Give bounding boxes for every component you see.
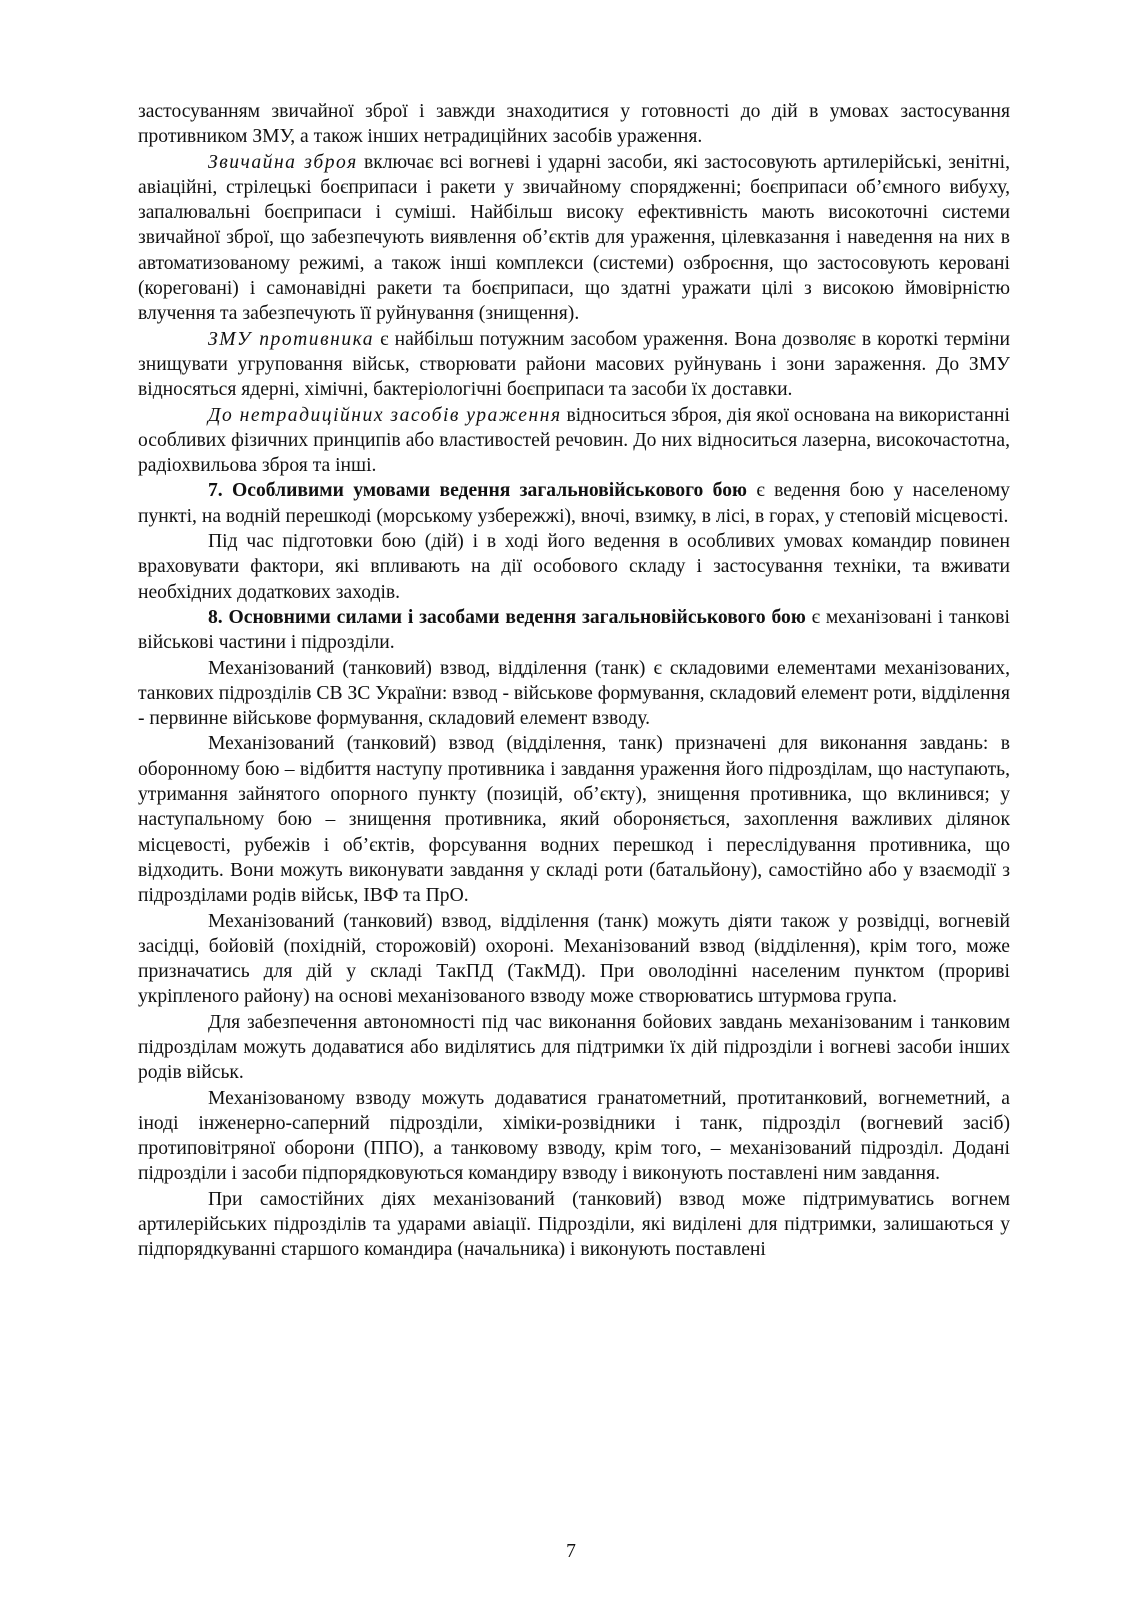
paragraph-text: Під час підготовки бою (дій) і в ході його ведення в особливих умовах командир повинен враховувати фактори, які впливають на дії особового складу і застосування техніки, та вживати необхідних додаткових заходів. — [138, 531, 1010, 603]
paragraph-text: є механізовані і танкові військові частини і підрозділи. — [138, 606, 1010, 654]
paragraph-text: є ведення бою у населеному пункті, на водній перешкоді (морському узбережжі), вночі, взимку, в лісі, в горах, у степовій місцевості. — [138, 480, 1010, 527]
paragraph-text: включає всі вогневі і ударні засоби, які застосовують артилерійські, зенітні, авіаційні, стрілецькі боєприпаси і ракети у звичайному спорядженні; боєприпаси об’ємного вибуху, запалювальні боєприпаси і суміші. Найбільш високу ефективність мають високоточні системи звичайної зброї, що забезпечують виявлення об’єктів для ураження, цілевказання і наведення на них в автоматизованому режимі, а також інші комплекси (системи) озброєння, що застосовують керовані (кореговані) і самонавідні ракети та боєприпаси, що здатні уражати цілі з високою ймовірністю влучення та забезпечують її руйнування (знищення). — [138, 151, 1010, 325]
paragraph-text: є найбільш потужним засобом ураження. Вона дозволяє в короткі терміни знищувати угруповання військ, створювати райони масових руйнувань і зони зараження. До ЗМУ відносяться ядерні, хімічні, бактеріологічні боєприпаси та засоби їх доставки. — [138, 328, 1010, 401]
section-heading-bold: 8. Основними силами і засобами ведення загальновійськового бою — [208, 606, 806, 628]
paragraph-nontraditional — [138, 403, 1010, 479]
paragraph-text: При самостійних діях механізований (танковий) взвод може підтримуватись вогнем артилерійських підрозділів та ударами авіації. Підрозділи, які виділені для підтримки, залишаються у підпорядкуванні старшого командира (начальника) і виконують поставлені — [138, 1188, 1010, 1261]
paragraph-conventional-weapons — [138, 150, 1010, 327]
paragraph-preparation — [138, 529, 1010, 605]
page-number: 7 — [566, 1541, 576, 1562]
term-italic: До нетрадиційних засобів ураження — [208, 404, 562, 426]
document-page — [138, 99, 1010, 1263]
paragraph-text: Механізованому взводу можуть додаватися гранатометний, протитанковий, вогнеметний, а іноді інженерно-саперний підрозділи, хіміки-розвідники і танк, підрозділ (вогневий засіб) протиповітряної оборони (ППО), а танковому взводу, крім того, – механізований підрозділ. Додані підрозділи і засоби підпорядковуються командиру взводу і виконують поставлені ним завдання. — [138, 1087, 1010, 1185]
paragraph-text: відноситься зброя, дія якої основана на використанні особливих фізичних принципів або властивостей речовин. До них відноситься лазерна, високочастотна, радіохвильова зброя та інші. — [138, 404, 1010, 477]
paragraph-platoon-tasks — [138, 731, 1010, 908]
term-italic: ЗМУ противника — [208, 328, 375, 350]
paragraph-text: застосуванням звичайної зброї і завжди знаходитися у готовності до дій в умовах застосування противником ЗМУ, а також інших нетрадиційних засобів ураження. — [138, 101, 1010, 148]
paragraph-text: Механізований (танковий) взвод, відділення (танк) можуть діяти також у розвідці, вогневій засідці, бойовій (похідній, сторожовій) охороні. Механізований взвод (відділення), крім того, може призначатись для дій у складі ТакПД (ТакМД). При оволодінні населеним пунктом (прориві укріпленого району) на основі механізованого взводу може створюватись штурмова група. — [138, 910, 1010, 1008]
paragraph-continuation — [138, 99, 1010, 150]
paragraph-platoon-elements — [138, 656, 1010, 732]
paragraph-autonomy — [138, 1010, 1010, 1086]
term-italic: Звичайна зброя — [208, 151, 358, 173]
paragraph-fire-support — [138, 1187, 1010, 1263]
paragraph-text: Для забезпечення автономності під час виконання бойових завдань механізованим і танковим підрозділам можуть додаватися або виділятись для підтримки їх дій підрозділи і вогневі засоби інших родів військ. — [138, 1011, 1010, 1084]
paragraph-section-8 — [138, 605, 1010, 656]
paragraph-text: Механізований (танковий) взвод (відділення, танк) призначені для виконання завдань: в оборонному бою – відбиття наступу противника і завдання ураження його підрозділам, що наступають, утримання зайнятого опорного пункту (позицій, об’єкту), знищення противника, що вклинився; у наступальному бою – знищення противника, який обороняється, захоплення важливих ділянок місцевості, рубежів і об’єктів, форсування водних перешкод і переслідування противника, що відходить. Вони можуть виконувати завдання у складі роти (батальйону), самостійно або у взаємодії з підрозділами родів військ, ІВФ та ПрО. — [138, 733, 1010, 907]
paragraph-text: Механізований (танковий) взвод, відділення (танк) є складовими елементами механізованих, танкових підрозділів СВ ЗС України: взвод - військове формування, складовий елемент роти, відділення - первинне військове формування, складовий елемент взводу. — [138, 657, 1010, 730]
paragraph-attached-units — [138, 1086, 1010, 1187]
paragraph-wmd — [138, 327, 1010, 403]
paragraph-section-7 — [138, 478, 1010, 529]
section-heading-bold: 7. Особливими умовами ведення загальновійськового бою — [208, 480, 747, 502]
paragraph-reconnaissance — [138, 909, 1010, 1010]
